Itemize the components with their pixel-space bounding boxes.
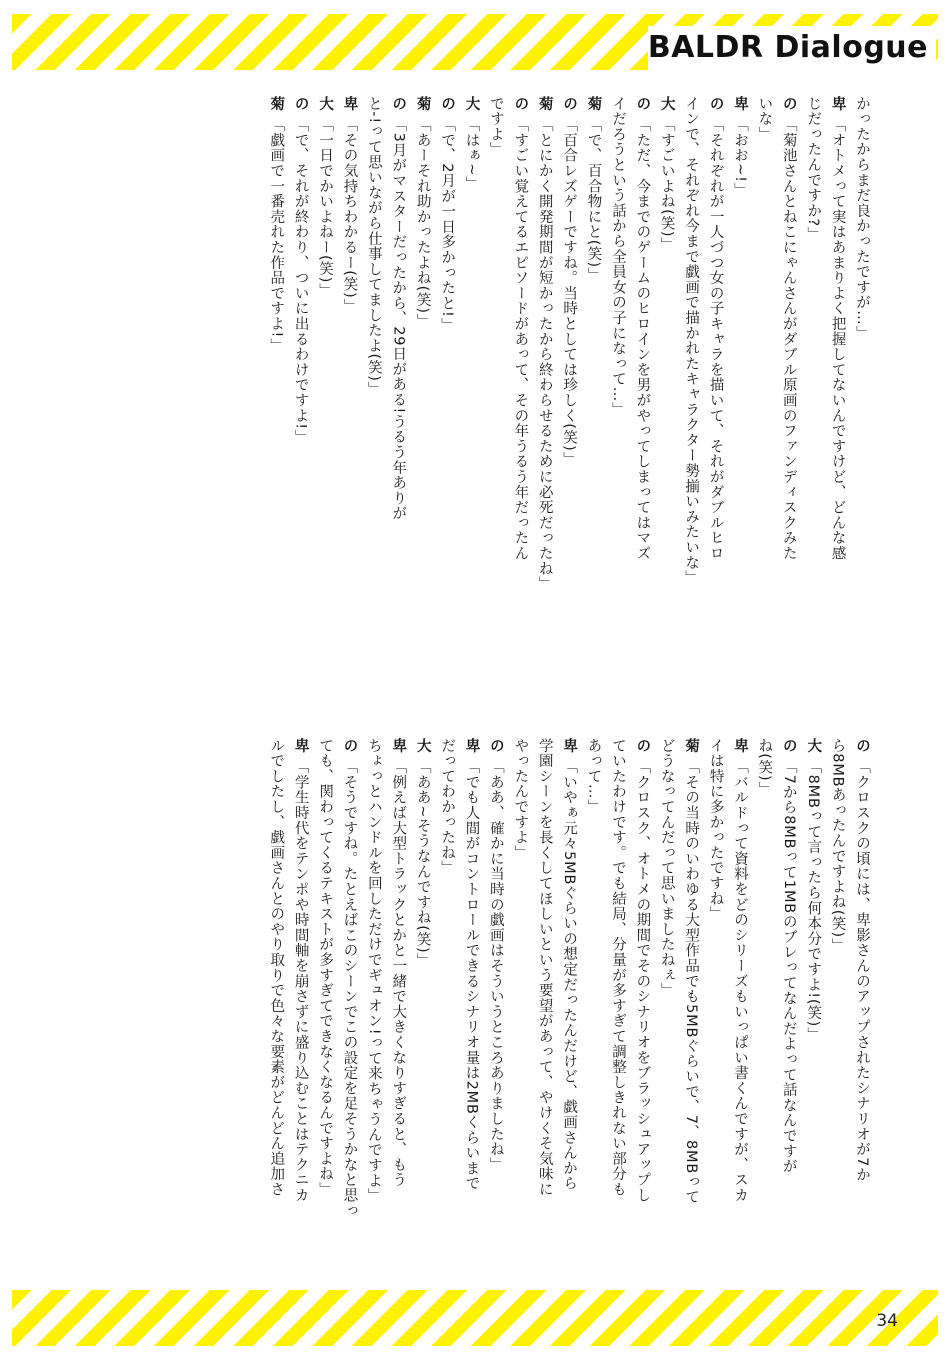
speaker-label: 大: [463, 96, 480, 112]
speaker-label: 菊: [585, 96, 602, 112]
dialogue-line: [386, 96, 410, 666]
speaker-label: 菊: [268, 96, 285, 112]
dialogue-text: 学園シーンを長くしてほしいという要望があって、やけくそ気味に: [536, 738, 553, 1197]
speaker-label: の: [439, 96, 456, 112]
dialogue-text: と-!って思いながら仕事してましたよ(笑)」: [365, 96, 382, 397]
speaker-label: の: [634, 738, 651, 754]
dialogue-text: 「クロスクの頃には、卑影さんのアップされたシナリオが7か: [854, 759, 870, 1183]
dialogue-text: ね(笑)」: [756, 738, 773, 797]
dialogue-line: [752, 96, 776, 666]
dialogue-line: [850, 738, 874, 1270]
dialogue-text: やったんですよ」: [512, 738, 529, 861]
dialogue-line: [606, 96, 630, 666]
dialogue-text: 「おお~!」: [731, 117, 748, 199]
dialogue-text: 「3月がマスターだったから、29日がある!うるう年ありが: [390, 117, 407, 522]
dialogue-line: [532, 96, 556, 666]
dialogue-text: イは特に多かったですね」: [707, 738, 724, 922]
dialogue-text: ていたわけです。でも結局、分量が多すぎて調整しきれない部分も: [609, 738, 626, 1197]
speaker-label: の: [487, 738, 504, 754]
dialogue-line: [410, 738, 434, 1270]
dialogue-text: ら8MBあったんですよね(笑)」: [829, 738, 846, 954]
dialogue-text: 「例えば大型トラックとかと一緒で大きくなりすぎると、もう: [390, 759, 407, 1188]
dialogue-line: [459, 96, 483, 666]
dialogue-line: [508, 738, 532, 1270]
dialogue-line: [337, 96, 361, 666]
dialogue-line: [679, 738, 703, 1270]
dialogue-text: 「とにかく開発期間が短かったから終わらせるために必死だったね」: [536, 117, 553, 592]
dialogue-line: [337, 738, 361, 1270]
bottom-stripe-band: [12, 1290, 938, 1346]
speaker-label: の: [634, 96, 651, 112]
dialogue-text: 「その当時のいわゆる大型作品でも5MBぐらいで、7、8MBって: [683, 759, 700, 1205]
dialogue-line: [508, 96, 532, 666]
dialogue-line: [264, 96, 288, 666]
dialogue-text: 「バルドって資料をどのシリーズもいっぱい書くんですが、スカ: [731, 759, 748, 1204]
page-number: 34: [876, 1311, 898, 1331]
dialogue-line: [313, 738, 337, 1270]
dialogue-upper-block: [74, 96, 874, 666]
dialogue-line: [435, 96, 459, 666]
dialogue-text: 「戯画で一番売れた作品ですよ!」: [268, 117, 285, 354]
dialogue-text: あって…」: [585, 738, 602, 815]
dialogue-line: [825, 738, 849, 1270]
dialogue-line: [410, 96, 434, 666]
dialogue-line: [581, 96, 605, 666]
dialogue-line: [728, 96, 752, 666]
dialogue-text: だってわかったね」: [439, 738, 456, 876]
dialogue-text: いな」: [756, 96, 773, 142]
dialogue-line: [459, 738, 483, 1270]
speaker-label: 大: [317, 96, 334, 112]
dialogue-line: [288, 96, 312, 666]
speaker-label: の: [707, 96, 724, 112]
dialogue-text: 「ああ~そうなんですね(笑)」: [414, 759, 431, 969]
dialogue-line: [386, 738, 410, 1270]
speaker-label: 大: [414, 738, 431, 754]
speaker-label: 卑: [829, 96, 846, 112]
speaker-label: の: [561, 96, 578, 112]
dialogue-text: 「すごい覚えてるエピソードがあって、その年うるう年だったん: [512, 117, 529, 562]
dialogue-text: ですよ」: [487, 96, 504, 158]
dialogue-text: イだろうという話から全員女の子になって…」: [609, 96, 626, 418]
speaker-label: の: [512, 96, 529, 112]
dialogue-text: 「いやぁ元々5MBぐらいの想定だったんだけど、戯画さんから: [561, 759, 578, 1192]
dialogue-line: [581, 738, 605, 1270]
dialogue-text: 「ああ、確かに当時の戯画はそういうところありましたね」: [487, 759, 504, 1173]
dialogue-line: [703, 96, 727, 666]
speaker-label: 卑: [341, 96, 358, 112]
dialogue-text: どうなってんだって思いましたねぇ」: [658, 738, 675, 999]
dialogue-text: 「そうですね。たとえばこのシーンでこの設定を足そうかなと思っ: [341, 759, 358, 1219]
dialogue-text: かったからまだ良かったですが…」: [854, 96, 870, 341]
dialogue-text: 「学生時代をテンポや時間軸を崩さずに盛り込むことはテクニカ: [292, 759, 309, 1204]
dialogue-line: [484, 738, 508, 1270]
speaker-label: 菊: [683, 738, 700, 754]
dialogue-line: [532, 738, 556, 1270]
speaker-label: の: [780, 738, 797, 754]
dialogue-text: ても、関わってくるテキストが多すぎてできなくなるんですよね」: [317, 738, 334, 1197]
dialogue-text: 「8MBって言ったら何本分ですよ!(笑)」: [805, 759, 822, 1043]
speaker-label: 菊: [414, 96, 431, 112]
dialogue-line: [361, 738, 385, 1270]
dialogue-line: [264, 738, 288, 1270]
dialogue-text: 「それぞれが一人づつ女の子キャラを描いて、それがダブルヒロ: [707, 117, 724, 562]
speaker-label: の: [854, 738, 870, 754]
dialogue-text: じだったんですか?」: [805, 96, 822, 243]
speaker-label: の: [780, 96, 797, 112]
dialogue-line: [776, 96, 800, 666]
dialogue-lower-block: [74, 738, 874, 1270]
dialogue-line: [288, 738, 312, 1270]
dialogue-text: 「クロスク、オトメの期間でそのシナリオをブラッシュアップし: [634, 759, 651, 1204]
speaker-label: 菊: [536, 96, 553, 112]
dialogue-text: ちょっとハンドルを回しただけでギュオン!って来ちゃうんですよ」: [365, 738, 382, 1204]
speaker-label: の: [390, 96, 407, 112]
dialogue-text: 「菊池さんとねこにゃんさんがダブル原画のファンディスクみた: [780, 117, 797, 562]
dialogue-line: [679, 96, 703, 666]
dialogue-text: 「すごいよね(笑)」: [658, 117, 675, 253]
dialogue-line: [654, 738, 678, 1270]
dialogue-text: 「7から8MBって1MBのブレってなんだよって話なんですが: [780, 759, 797, 1175]
speaker-label: 卑: [292, 738, 309, 754]
dialogue-line: [606, 738, 630, 1270]
dialogue-text: 「一日でかいよねー(笑)」: [317, 117, 334, 299]
dialogue-line: [703, 738, 727, 1270]
dialogue-text: インで、それぞれ今まで戯画で描かれたキャラクター勢揃いみたいな」: [683, 96, 700, 586]
dialogue-text: 「で、2月が一日多かったと!」: [439, 117, 456, 333]
dialogue-line: [557, 96, 581, 666]
dialogue-text: 「オトメって実はあまりよく把握してないんですけど、どんな感: [829, 117, 846, 562]
dialogue-line: [801, 738, 825, 1270]
speaker-label: 卑: [463, 738, 480, 754]
dialogue-text: 「ただ、今までのゲームのヒロインを男がやってしまってはマズ: [634, 117, 651, 562]
dialogue-line: [776, 738, 800, 1270]
dialogue-text: 「で、百合物にと(笑)」: [585, 117, 602, 284]
dialogue-line: [630, 96, 654, 666]
dialogue-text: 「で、それが終わり、ついに出るわけですよ!」: [292, 117, 309, 446]
speaker-label: 卑: [561, 738, 578, 754]
dialogue-text: 「でも人間がコントロールできるシナリオ量は2MBくらいまで: [463, 759, 480, 1192]
dialogue-line: [728, 738, 752, 1270]
speaker-label: 大: [805, 738, 822, 754]
page-title: BALDR Dialogue: [647, 30, 928, 65]
dialogue-line: [313, 96, 337, 666]
speaker-label: 卑: [731, 738, 748, 754]
dialogue-line: [484, 96, 508, 666]
dialogue-line: [825, 96, 849, 666]
speaker-label: の: [292, 96, 309, 112]
dialogue-text: 「その気持ちわかるー(笑)」: [341, 117, 358, 314]
dialogue-text: 「あーそれ助かったよね(笑)」: [414, 117, 431, 330]
dialogue-line: [801, 96, 825, 666]
dialogue-line: [435, 738, 459, 1270]
dialogue-line: [361, 96, 385, 666]
speaker-label: の: [341, 738, 358, 754]
speaker-label: 卑: [731, 96, 748, 112]
speaker-label: 大: [658, 96, 675, 112]
dialogue-text: 「はぁ~」: [463, 117, 480, 192]
dialogue-text: 「百合レズゲーですね。当時としては珍しく(笑)」: [561, 117, 578, 467]
speaker-label: 卑: [390, 738, 407, 754]
dialogue-line: [850, 96, 874, 666]
dialogue-text: ルでしたし、戯画さんとのやり取りで色々な要素がどんどん追加さ: [268, 738, 285, 1197]
dialogue-line: [630, 738, 654, 1270]
dialogue-line: [654, 96, 678, 666]
dialogue-line: [752, 738, 776, 1270]
dialogue-line: [557, 738, 581, 1270]
